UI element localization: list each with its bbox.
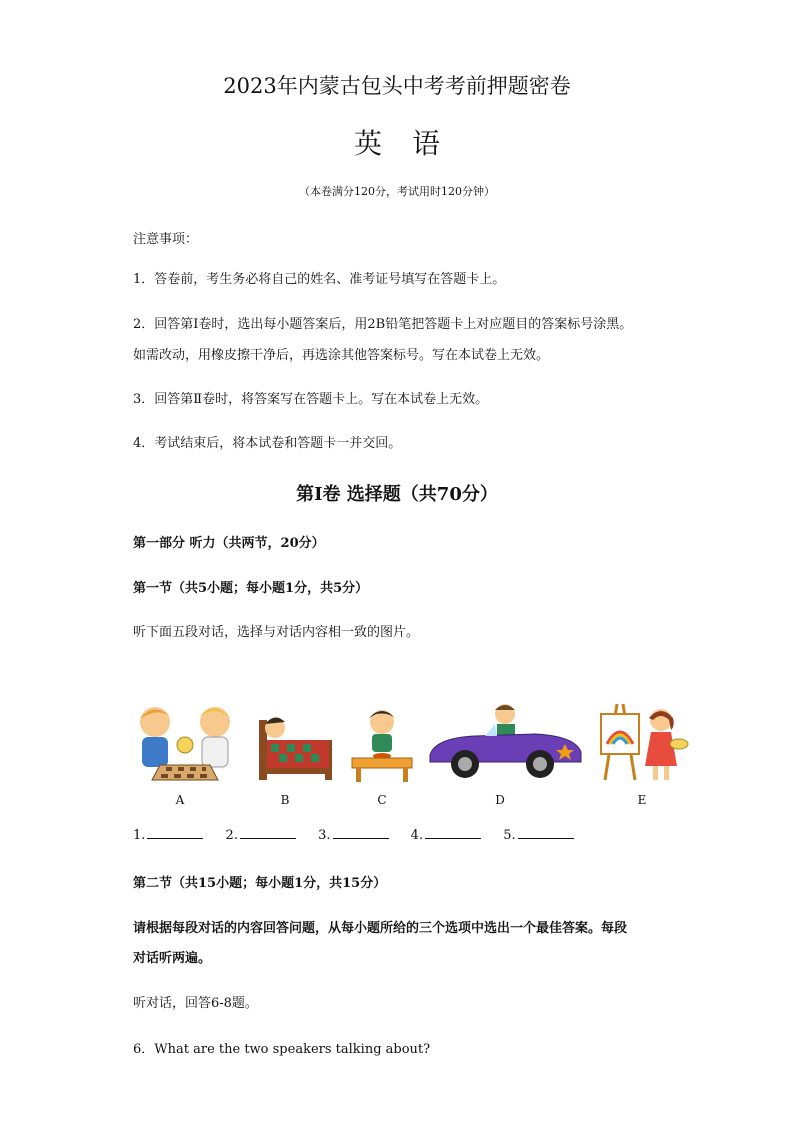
picture-label-e: E (637, 793, 647, 807)
notice-item-2: 2．回答第Ⅰ卷时，选出每小题答案后，用2B铅笔把答题卡上对应题目的答案标号涂黑。 (133, 317, 633, 332)
section1-instruction: 听下面五段对话，选择与对话内容相一致的图片。 (133, 625, 420, 640)
answer-blank-2[interactable]: 2. (226, 826, 296, 843)
kids-playing-chess-icon (130, 700, 240, 785)
section2-instruction-line2: 对话听两遍。 (133, 951, 212, 966)
exam-title: 2023年内蒙古包头中考考前押题密卷 (223, 74, 571, 98)
picture-label-d: D (495, 793, 505, 807)
section2-heading: 第二节（共15小题；每小题1分，共15分） (133, 876, 387, 891)
section1-heading: 第一节（共5小题；每小题1分，共5分） (133, 581, 369, 596)
boy-at-table-icon (350, 700, 415, 785)
notice-item-3: 3．回答第Ⅱ卷时，将答案写在答题卡上。写在本试卷上无效。 (133, 392, 489, 407)
answer-blank-1[interactable]: 1. (133, 826, 203, 843)
answer-blank-5[interactable]: 5. (503, 826, 573, 843)
picture-label-b: B (280, 793, 290, 807)
question-6: 6．What are the two speakers talking about? (133, 1042, 431, 1057)
notice-heading: 注意事项： (133, 232, 199, 247)
listen-note: 听对话，回答6-8题。 (133, 996, 258, 1011)
answer-blank-4[interactable]: 4. (411, 826, 481, 843)
notice-item-4: 4．考试结束后，将本试卷和答题卡一并交回。 (133, 436, 402, 451)
subject-title: 英语 (353, 127, 470, 160)
picture-label-a: A (175, 793, 185, 807)
answer-blanks (133, 826, 592, 843)
part1-title: 第Ⅰ卷 选择题（共70分） (296, 484, 498, 505)
section2-instruction-line1: 请根据每段对话的内容回答问题，从每小题所给的三个选项中选出一个最佳答案。每段 (133, 921, 628, 936)
answer-blank-3[interactable]: 3. (318, 826, 388, 843)
picture-label-c: C (377, 793, 387, 807)
listening-heading: 第一部分 听力（共两节，20分） (133, 536, 325, 551)
boy-in-bed-icon (255, 700, 335, 785)
girl-painting-icon (595, 700, 690, 785)
man-driving-car-icon (425, 700, 585, 785)
score-time-note: （本卷满分120分，考试用时120分钟） (299, 185, 495, 198)
notice-item-1: 1．答卷前，考生务必将自己的姓名、准考证号填写在答题卡上。 (133, 272, 506, 287)
notice-item-2-cont: 如需改动，用橡皮擦干净后，再选涂其他答案标号。写在本试卷上无效。 (133, 348, 550, 363)
picture-options (130, 700, 690, 810)
